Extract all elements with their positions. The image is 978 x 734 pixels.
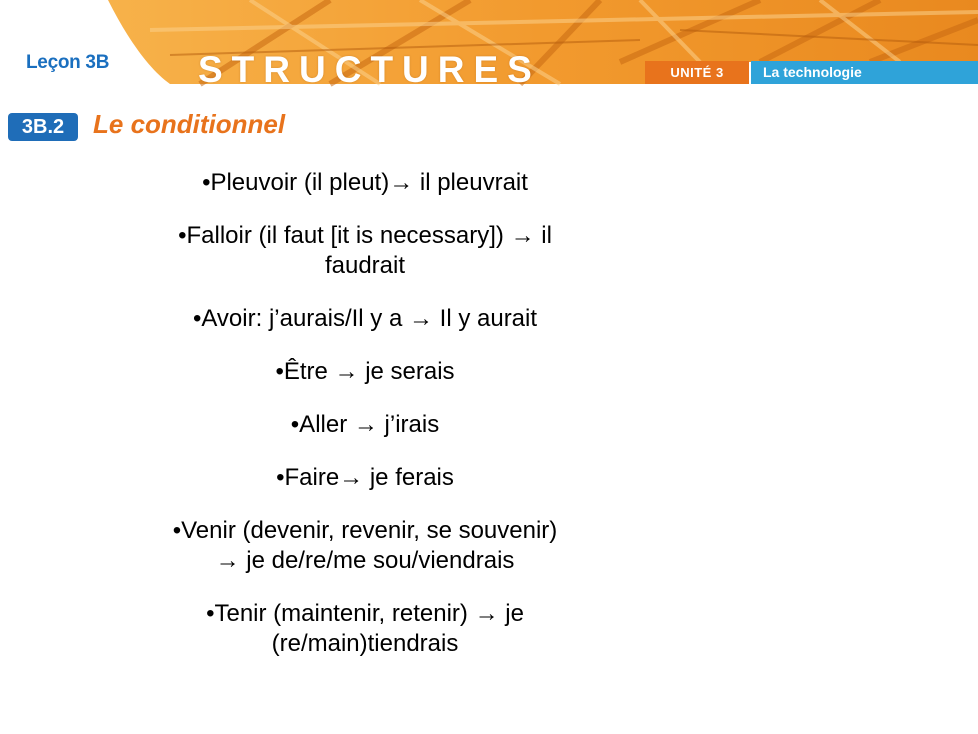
list-item-line: •Avoir: j’aurais/Il y a → Il y aurait bbox=[192, 305, 538, 332]
list-item bbox=[120, 357, 610, 387]
section-heading: Le conditionnel bbox=[93, 109, 286, 139]
list-item-line: •Falloir (il faut [it is necessary]) → il bbox=[178, 222, 552, 249]
header-banner bbox=[0, 0, 978, 92]
list-item bbox=[120, 599, 610, 659]
list-item-line: •Pleuvoir (il pleut)→ il pleuvrait bbox=[202, 169, 528, 196]
section-title: STRUCTURES bbox=[198, 49, 541, 90]
list-item-line: •Tenir (maintenir, retenir) → je bbox=[206, 600, 524, 627]
list-item bbox=[120, 168, 610, 198]
list-item bbox=[120, 410, 610, 440]
unit-label: UNITÉ 3 bbox=[645, 61, 749, 84]
list-item bbox=[120, 304, 610, 334]
section-number-badge: 3B.2 bbox=[8, 113, 78, 141]
list-item bbox=[120, 221, 610, 281]
list-item-line: (re/main)tiendrais bbox=[271, 630, 459, 657]
list-item-line: •Venir (devenir, revenir, se souvenir) bbox=[172, 517, 558, 544]
list-item bbox=[120, 463, 610, 493]
topic-label: La technologie bbox=[751, 61, 978, 84]
list-item bbox=[120, 516, 610, 576]
bullet-list bbox=[120, 168, 610, 682]
lesson-label: Leçon 3B bbox=[26, 52, 110, 73]
list-item-line: → je de/re/me sou/viendrais bbox=[215, 547, 515, 574]
list-item-line: •Aller → j’irais bbox=[290, 411, 440, 438]
list-item-line: faudrait bbox=[324, 252, 406, 279]
list-item-line: •Faire→ je ferais bbox=[276, 464, 454, 491]
list-item-line: •Être → je serais bbox=[275, 358, 455, 385]
